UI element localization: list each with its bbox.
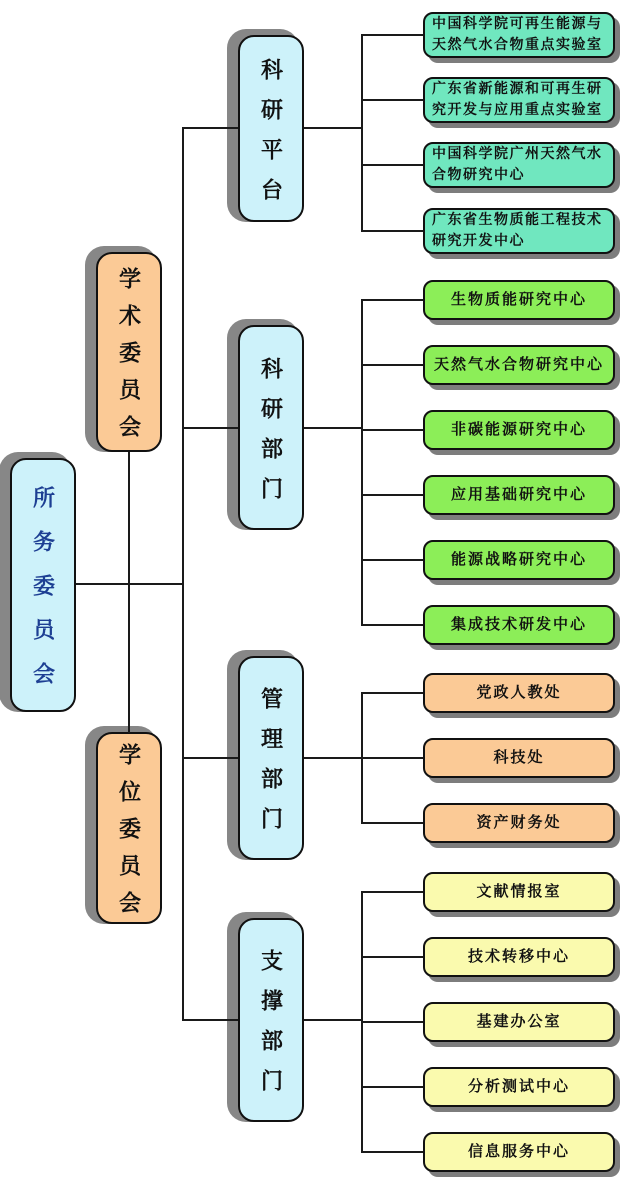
group-box-research-departments [238, 325, 304, 530]
connector-line [363, 34, 423, 36]
connector-line [361, 299, 363, 626]
connector-line [184, 1019, 238, 1021]
platform-unit-box: 广东省生物质能工程技术研究开发中心 [423, 208, 615, 254]
connector-line [363, 624, 423, 626]
connector-line [363, 364, 423, 366]
group-label: 管理部门 [258, 687, 284, 847]
connector-line [361, 34, 363, 232]
connector-line [363, 429, 423, 431]
academic-committee-label: 学术委员会 [116, 267, 142, 452]
connector-line [363, 1021, 423, 1023]
degree-committee-box [96, 732, 162, 928]
research-unit-box: 应用基础研究中心 [423, 475, 615, 515]
connector-line [304, 127, 361, 129]
management-unit-box: 资产财务处 [423, 803, 615, 843]
connector-line [304, 427, 361, 429]
group-label: 科研部门 [258, 356, 284, 517]
connector-line [363, 757, 423, 759]
connector-line [363, 299, 423, 301]
degree-committee-label: 学位委员会 [116, 743, 142, 928]
support-unit-box: 分析测试中心 [423, 1067, 615, 1107]
research-unit-box: 能源战略研究中心 [423, 540, 615, 580]
support-unit-box: 信息服务中心 [423, 1132, 615, 1172]
connector-line [363, 230, 423, 232]
group-label: 支撑部门 [258, 949, 284, 1109]
research-unit-box: 集成技术研发中心 [423, 605, 615, 645]
connector-line [184, 427, 238, 429]
connector-line [363, 1151, 423, 1153]
management-unit-box: 党政人教处 [423, 673, 615, 713]
support-unit-box: 技术转移中心 [423, 937, 615, 977]
platform-unit-box: 中国科学院广州天然气水合物研究中心 [423, 142, 615, 188]
research-unit-box: 天然气水合物研究中心 [423, 345, 615, 385]
connector-line [363, 891, 423, 893]
connector-line [304, 757, 361, 759]
connector-line [363, 559, 423, 561]
connector-line [363, 494, 423, 496]
group-box-management-departments [238, 656, 304, 860]
research-unit-box: 非碳能源研究中心 [423, 410, 615, 450]
support-unit-box: 基建办公室 [423, 1002, 615, 1042]
connector-line [128, 452, 130, 733]
connector-line [304, 1019, 361, 1021]
platform-unit-box: 广东省新能源和可再生研究开发与应用重点实验室 [423, 77, 615, 123]
root-box-label: 所务委员会 [30, 486, 56, 706]
academic-committee-box [96, 252, 162, 452]
connector-line [182, 127, 184, 1021]
connector-line [184, 127, 238, 129]
platform-unit-box: 中国科学院可再生能源与天然气水合物重点实验室 [423, 12, 615, 58]
connector-line [363, 822, 423, 824]
connector-line [363, 99, 423, 101]
research-unit-box: 生物质能研究中心 [423, 280, 615, 320]
root-box [10, 458, 76, 712]
connector-line [363, 1086, 423, 1088]
management-unit-box: 科技处 [423, 738, 615, 778]
connector-line [363, 164, 423, 166]
group-box-support-departments [238, 918, 304, 1122]
support-unit-box: 文献情报室 [423, 872, 615, 912]
connector-line [363, 956, 423, 958]
group-label: 科研平台 [258, 57, 284, 218]
connector-line [363, 692, 423, 694]
connector-line [184, 757, 238, 759]
group-box-research-platform [238, 35, 304, 222]
